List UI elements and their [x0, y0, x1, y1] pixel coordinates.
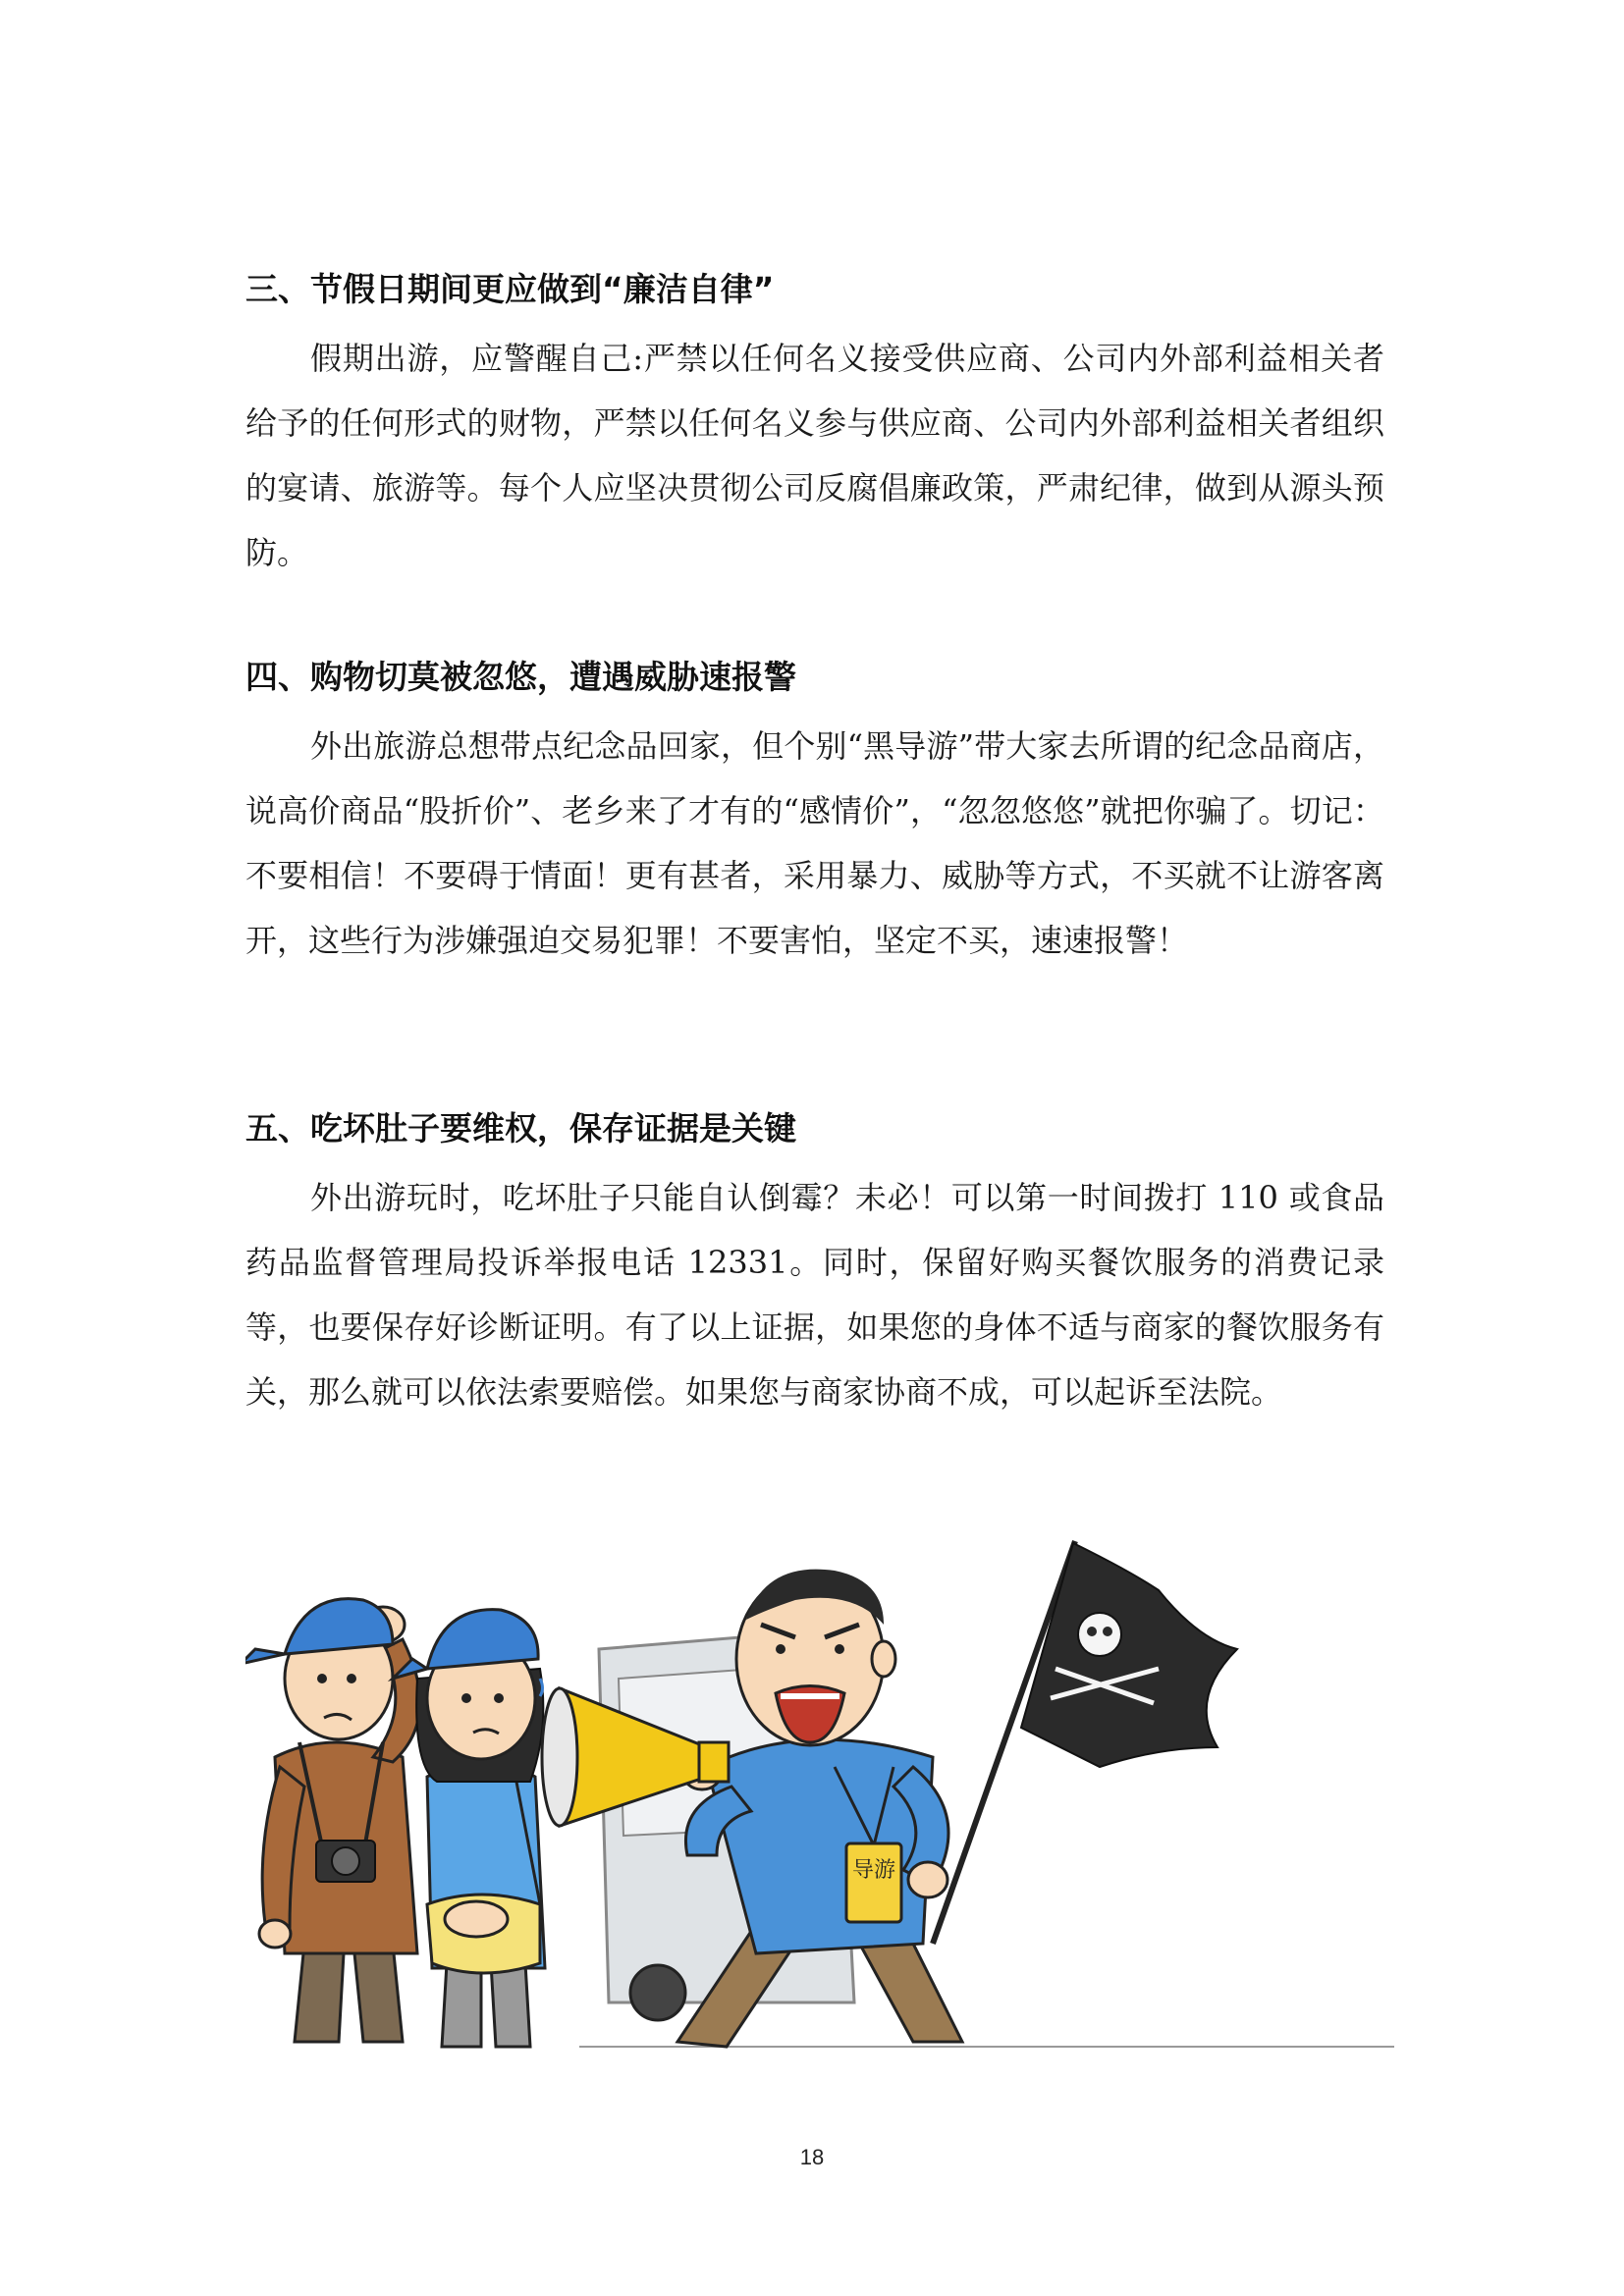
section-heading: 三、节假日期间更应做到“廉洁自律”: [245, 270, 775, 308]
section-food-safety: [245, 1104, 1384, 1424]
black-tour-guide: [542, 1541, 1394, 2047]
section-heading: 四、购物切莫被忽悠，遭遇威胁速报警: [245, 658, 796, 696]
page-number: 18: [799, 2145, 825, 2169]
badge-label: 导游: [851, 1858, 896, 1883]
section-shopping: [245, 653, 1384, 973]
tourist-man: [245, 1599, 420, 2042]
section-integrity: [245, 265, 1384, 585]
cartoon-illustration: [245, 1531, 1394, 2052]
section-heading: 五、吃坏肚子要维权，保存证据是关键: [245, 1109, 796, 1148]
section-paragraph: 外出旅游总想带点纪念品回家，但个别“黑导游”带大家去所谓的纪念品商店，说高价商品“股折价”、老乡来了才有的“感情价”，“忽忽悠悠”就把你骗了。切记：不要相信！不要碍于情面！更有甚者，采用暴力、威胁等方式，不买就不让游客离开，这些行为涉嫌强迫交易犯罪！不要害怕，坚定不买，速速报警！: [245, 727, 1384, 959]
section-paragraph: 外出游玩时，吃坏肚子只能自认倒霉？未必！可以第一时间拨打 110 或食品药品监督管理局投诉举报电话 12331。同时，保留好购买餐饮服务的消费记录等，也要保存好诊断证明。有了以上证据，如果您的身体不适与商家的餐饮服务有关，那么就可以依法索要赔偿。如果您与商家协商不成，可以起诉至法院。: [245, 1179, 1384, 1411]
section-paragraph: 假期出游，应警醒自己:严禁以任何名义接受供应商、公司内外部利益相关者给予的任何形式的财物，严禁以任何名义参与供应商、公司内外部利益相关者组织的宴请、旅游等。每个人应坚决贯彻公司反腐倡廉政策，严肃纪律，做到从源头预防。: [245, 340, 1384, 571]
